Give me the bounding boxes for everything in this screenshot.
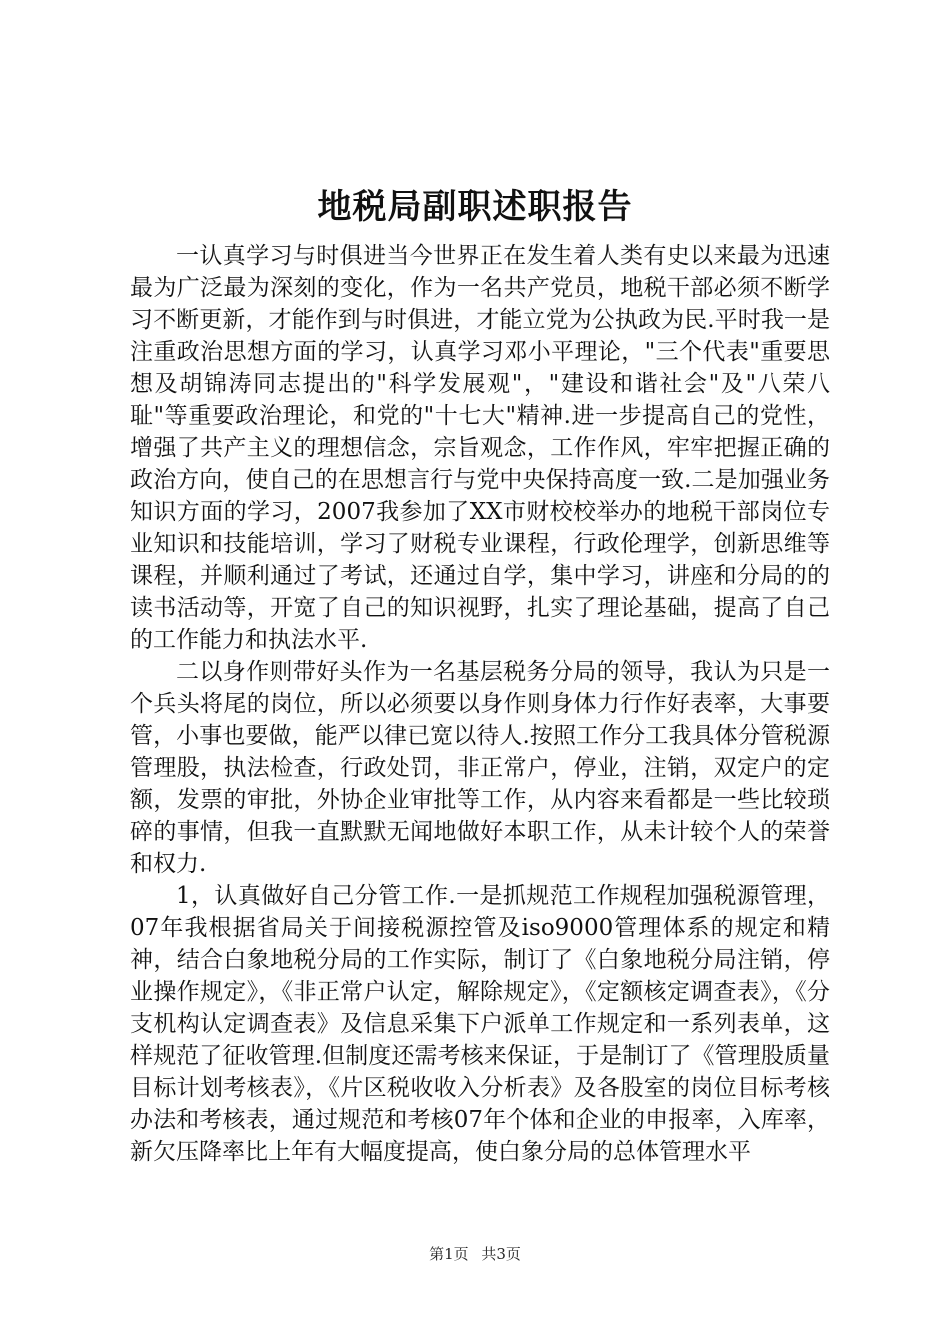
paragraph-lead-by-example: 二以身作则带好头作为一名基层税务分局的领导，我认为只是一个兵头将尾的岗位，所以必须要以身作则身体力行作好表率，大事要管，小事也要做，能严以律已宽以待人.按照工作分工我具体分管税源管理股，执法检查，行政处罚，非正常户，停业，注销，双定户的定额，发票的审批，外协企业审批等工作，从内容来看都是一些比较琐碎的事情，但我一直默默无闻地做好本职工作，从未计较个人的荣誉和权力.: [130, 659, 830, 877]
page-footer: [0, 1244, 950, 1264]
page-total: 共3页: [481, 1245, 521, 1263]
paragraph-study: 一认真学习与时俱进当今世界正在发生着人类有史以来最为迅速最为广泛最为深刻的变化，作为一名共产党员，地税干部必须不断学习不断更新，才能作到与时俱进，才能立党为公执政为民.平时我一是注重政治思想方面的学习，认真学习邓小平理论，"三个代表"重要思想及胡锦涛同志提出的"科学发展观"，"建设和谐社会"及"八荣八耻"等重要政治理论，和党的"十七大"精神.进一步提高自己的党性，增强了共产主义的理想信念，宗旨观念，工作作风，牢牢把握正确的政治方向，使自己的在思想言行与党中央保持高度一致.二是加强业务知识方面的学习，2007我参加了XX市财校校举办的地税干部岗位专业知识和技能培训，学习了财税专业课程，行政伦理学，创新思维等课程，并顺利通过了考试，还通过自学，集中学习，讲座和分局的的读书活动等，开宽了自己的知识视野，扎实了理论基础，提高了自己的工作能力和执法水平.: [130, 243, 830, 653]
document-title: 地税局副职述职报告: [317, 187, 633, 227]
paragraph-managed-work: 1，认真做好自己分管工作.一是抓规范工作规程加强税源管理，07年我根据省局关于间接税源控管及iso9000管理体系的规定和精神，结合白象地税分局的工作实际，制订了《白象地税分局注销，停业操作规定》，《非正常户认定，解除规定》，《定额核定调查表》，《分支机构认定调查表》及信息采集下户派单工作规定和一系列表单，这样规范了征收管理.但制度还需考核来保证，于是制订了《管理股质量目标计划考核表》，《片区税收收入分析表》及各股室的岗位目标考核办法和考核表，通过规范和考核07年个体和企业的申报率，入库率，新欠压降率比上年有大幅度提高，使白象分局的总体管理水平: [130, 883, 830, 1165]
document-body: [130, 240, 830, 1168]
page-number: 第1页: [429, 1245, 469, 1263]
